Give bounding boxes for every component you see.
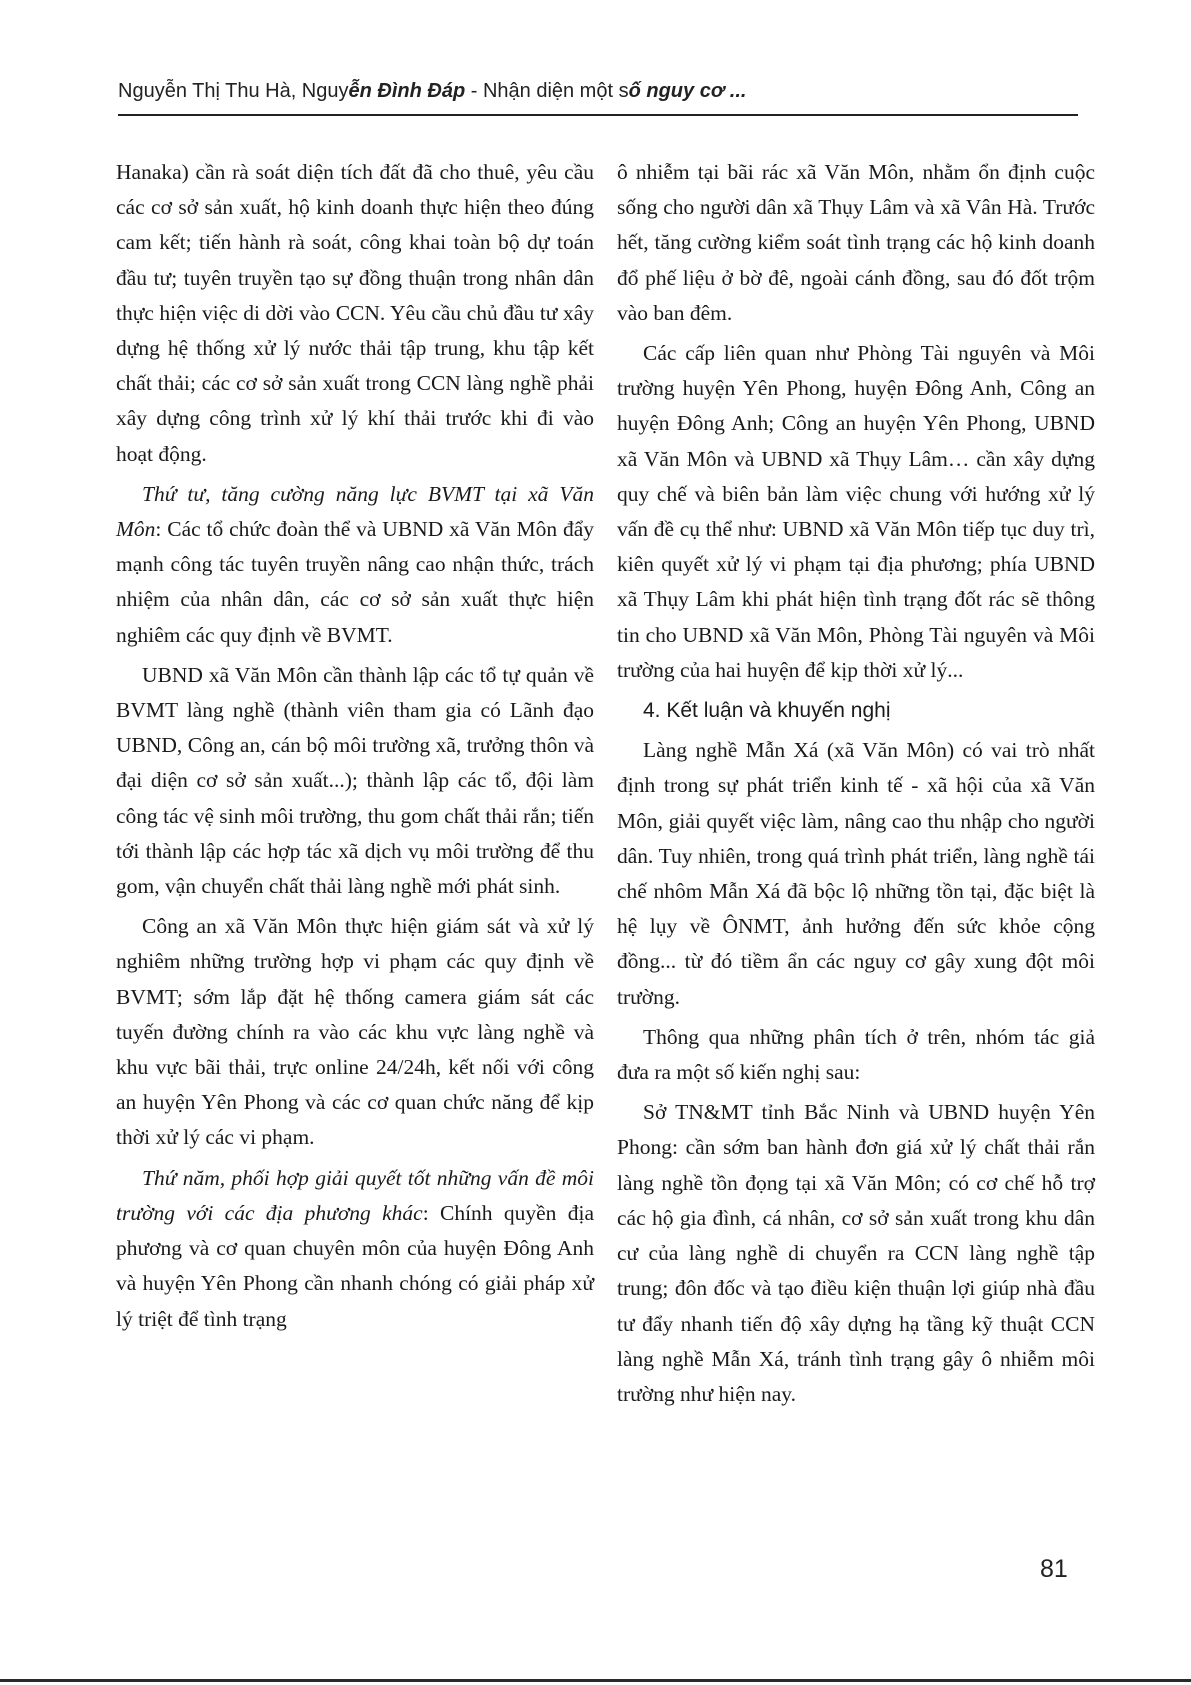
paragraph bbox=[116, 1161, 594, 1337]
paragraph: Sở TN&MT tỉnh Bắc Ninh và UBND huyện Yên Phong: cần sớm ban hành đơn giá xử lý chất thải rắn làng nghề tồn đọng tại xã Văn Môn; có cơ chế hỗ trợ các hộ gia đình, cá nhân, cơ sở sản xuất trong khu dân cư của làng nghề di chuyển ra CCN làng nghề tập trung; đôn đốc và tạo điều kiện thuận lợi giúp nhà đầu tư đẩy nhanh tiến độ xây dựng hạ tầng kỹ thuật CCN làng nghề Mẫn Xá, tránh tình trạng gây ô nhiễm môi trường như hiện nay. bbox=[617, 1100, 1095, 1406]
paragraph-body: : Chính quyền địa phương và cơ quan chuyên môn của huyện Đông Anh và huyện Yên Phong cần nhanh chóng có giải pháp xử lý triệt để tình trạng bbox=[116, 1200, 594, 1331]
paragraph-body: : Các tổ chức đoàn thể và UBND xã Văn Môn đẩy mạnh công tác tuyên truyền nâng cao nhận thức, trách nhiệm của nhân dân, các cơ sở sản xuất thực hiện nghiêm các quy định về BVMT. bbox=[116, 517, 594, 647]
header-title: - Nhận diện một s bbox=[465, 80, 629, 102]
paragraph-lead: Thứ năm, phối hợp giải quyết tốt những vấn đề môi trường với các địa phương khác bbox=[116, 1165, 594, 1225]
paragraph: Thông qua những phân tích ở trên, nhóm tác giả đưa ra một số kiến nghị sau: bbox=[617, 1024, 1095, 1085]
running-header bbox=[118, 80, 1078, 116]
paragraph: Hanaka) cần rà soát diện tích đất đã cho thuê, yêu cầu các cơ sở sản xuất, hộ kinh doanh thực hiện theo đúng cam kết; tiến hành rà soát, công khai toàn bộ dự toán đầu tư; tuyên truyền tạo sự đồng thuận trong nhân dân thực hiện việc di dời vào CCN. Yêu cầu chủ đầu tư xây dựng hệ thống xử lý nước thải tập trung, khu tập kết chất thải; các cơ sở sản xuất trong CCN làng nghề phải xây dựng công trình xử lý khí thải trước khi đi vào hoạt động. bbox=[116, 160, 594, 466]
header-authors: Nguyễn Thị Thu Hà, Nguy bbox=[118, 80, 349, 102]
paragraph-lead: Thứ tư, tăng cường năng lực BVMT tại xã Văn Môn bbox=[116, 481, 594, 542]
header-authors-emphasis: ễn Đình Đáp bbox=[348, 80, 466, 102]
paragraph: ô nhiễm tại bãi rác xã Văn Môn, nhằm ổn định cuộc sống cho người dân xã Thụy Lâm và xã Vân Hà. Trước hết, tăng cường kiểm soát tình trạng các hộ kinh doanh đổ phế liệu ở bờ đê, ngoài cánh đồng, sau đó đốt trộm vào ban đêm. bbox=[617, 160, 1095, 325]
right-column bbox=[617, 155, 1095, 1417]
page-number: 81 bbox=[1040, 1555, 1068, 1583]
paragraph: Công an xã Văn Môn thực hiện giám sát và xử lý nghiêm những trường hợp vi phạm các quy định về BVMT; sớm lắp đặt hệ thống camera giám sát các tuyến đường chính ra vào các khu vực làng nghề và khu vực bãi thải, trực online 24/24h, kết nối với công an huyện Yên Phong và các cơ quan chức năng để kịp thời xử lý các vi phạm. bbox=[116, 914, 594, 1150]
header-title-emphasis: ố nguy cơ ... bbox=[628, 80, 747, 102]
paragraph: UBND xã Văn Môn cần thành lập các tổ tự quản về BVMT làng nghề (thành viên tham gia có Lãnh đạo UBND, Công an, cán bộ môi trường xã, trưởng thôn và đại diện cơ sở sản xuất...); thành lập các tổ, đội làm công tác vệ sinh môi trường, thu gom chất thải rắn; tiến tới thành lập các hợp tác xã dịch vụ môi trường để thu gom, vận chuyển chất thải làng nghề mới phát sinh. bbox=[116, 662, 594, 899]
paragraph bbox=[116, 477, 594, 653]
paragraph: Các cấp liên quan như Phòng Tài nguyên và Môi trường huyện Yên Phong, huyện Đông Anh, Công an huyện Đông Anh; Công an huyện Yên Phong, UBND xã Văn Môn và UBND xã Thụy Lâm… cần xây dựng quy chế và biên bản làm việc chung với hướng xử lý vấn đề cụ thể như: UBND xã Văn Môn tiếp tục duy trì, kiên quyết xử lý vi phạm tại địa phương; phía UBND xã Thụy Lâm khi phát hiện tình trạng đốt rác sẽ thông tin cho UBND xã Văn Môn, Phòng Tài nguyên và Môi trường của hai huyện để kịp thời xử lý... bbox=[617, 341, 1095, 682]
left-column bbox=[116, 155, 594, 1342]
bottom-rule bbox=[0, 1679, 1191, 1682]
section-heading: 4. Kết luận và khuyến nghị bbox=[643, 699, 891, 723]
paragraph: Làng nghề Mẫn Xá (xã Văn Môn) có vai trò nhất định trong sự phát triển kinh tế - xã hội của xã Văn Môn, giải quyết việc làm, nâng cao thu nhập cho người dân. Tuy nhiên, trong quá trình phát triển, làng nghề tái chế nhôm Mẫn Xá đã bộc lộ những tồn tại, đặc biệt là hệ lụy về ÔNMT, ảnh hưởng đến sức khỏe cộng đồng... từ đó tiềm ẩn các nguy cơ gây xung đột môi trường. bbox=[617, 738, 1095, 1009]
